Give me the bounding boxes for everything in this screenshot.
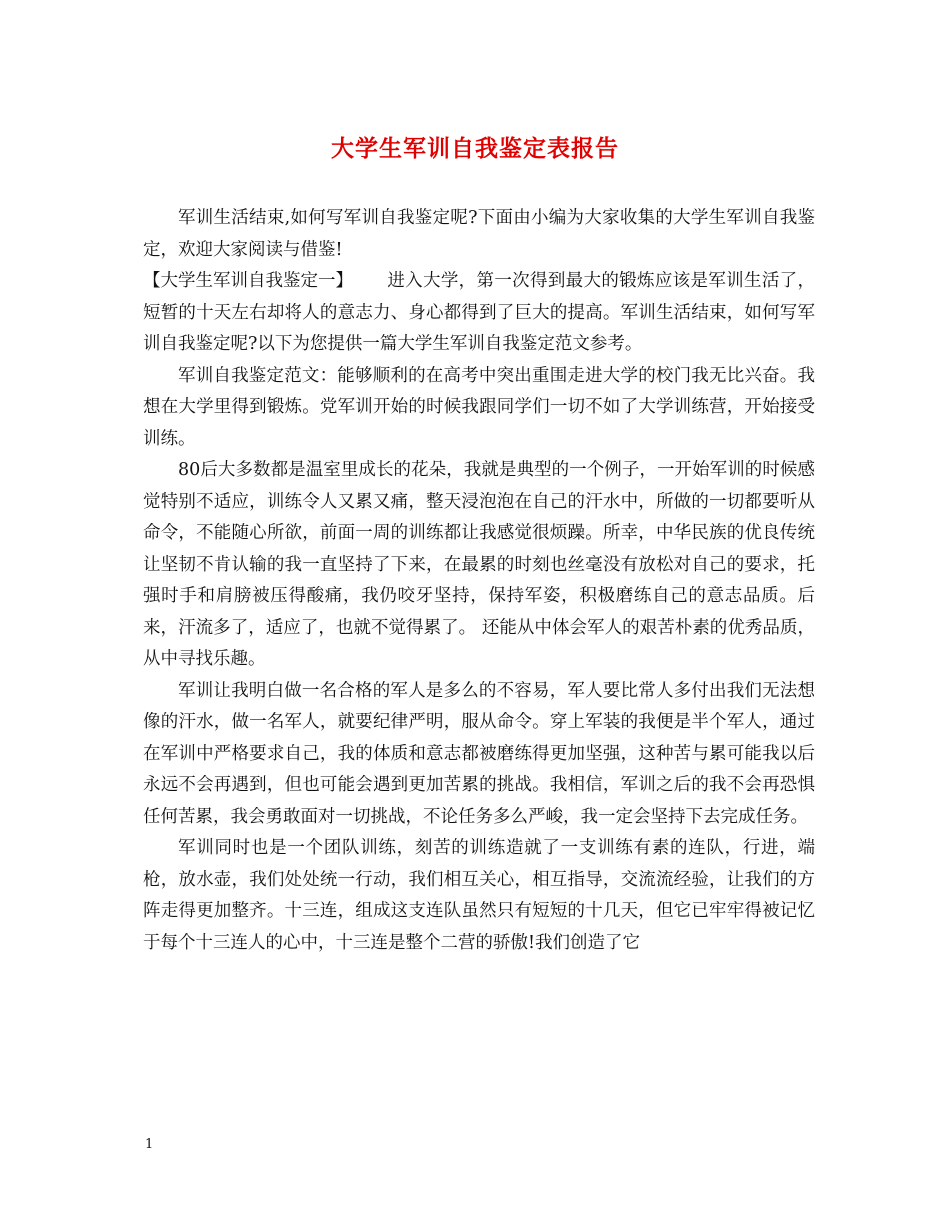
- body-paragraph: 80后大多数都是温室里成长的花朵，我就是典型的一个例子，一开始军训的时候感觉特别不适应，训练令人又累又痛，整天浸泡泡在自己的汗水中，所做的一切都要听从命令，不能随心所欲，前面一周的训练都让我感觉很烦躁。所幸，中华民族的优良传统让坚韧不肯认输的我一直坚持了下来，在最累的时刻也丝毫没有放松对自己的要求，托强时手和肩膀被压得酸痛，我仍咬牙坚持，保持军姿，积极磨练自己的意志品质。后来，汗流多了，适应了，也就不觉得累了。 还能从中体会军人的艰苦朴素的优秀品质，从中寻找乐趣。: [143, 460, 815, 669]
- intro-paragraph: 军训生活结束,如何写军训自我鉴定呢?下面由小编为大家收集的大学生军训自我鉴定，欢迎大家阅读与借鉴!: [143, 208, 815, 260]
- body-paragraph: 军训同时也是一个团队训练，刻苦的训练造就了一支训练有素的连队，行进，端枪，放水壶，我们处处统一行动，我们相互关心，相互指导，交流流经验，让我们的方阵走得更加整齐。十三连，组成这支连队虽然只有短短的十几天，但它已牢牢得被记忆于每个十三连人的心中，十三连是整个二营的骄傲!我们创造了它: [143, 838, 815, 953]
- body-paragraph: 军训让我明白做一名合格的军人是多么的不容易，军人要比常人多付出我们无法想像的汗水，做一名军人，就要纪律严明，服从命令。穿上军装的我便是半个军人，通过在军训中严格要求自己，我的体质和意志都被磨练得更加坚强，这种苦与累可能我以后永远不会再遇到，但也可能会遇到更加苦累的挑战。我相信，军训之后的我不会再恐惧任何苦累，我会勇敢面对一切挑战，不论任务多么严峻，我一定会坚持下去完成任务。: [143, 680, 815, 827]
- document-title: 大学生军训自我鉴定表报告: [331, 135, 619, 162]
- section-label: 【大学生军训自我鉴定一】: [143, 271, 353, 291]
- page-number: 1: [145, 1137, 154, 1152]
- section-paragraph: [143, 266, 815, 361]
- document-body: [143, 203, 815, 959]
- section-text: 进入大学，第一次得到最大的锻炼应该是军训生活了，短暂的十天左右却将人的意志力、身心都得到了巨大的提高。军训生活结束，如何写军训自我鉴定呢?以下为您提供一篇大学生军训自我鉴定范文参考。: [143, 271, 815, 354]
- body-paragraph: 军训自我鉴定范文：能够顺利的在高考中突出重围走进大学的校门我无比兴奋。我想在大学里得到锻炼。党军训开始的时候我跟同学们一切不如了大学训练营，开始接受训练。: [143, 365, 815, 449]
